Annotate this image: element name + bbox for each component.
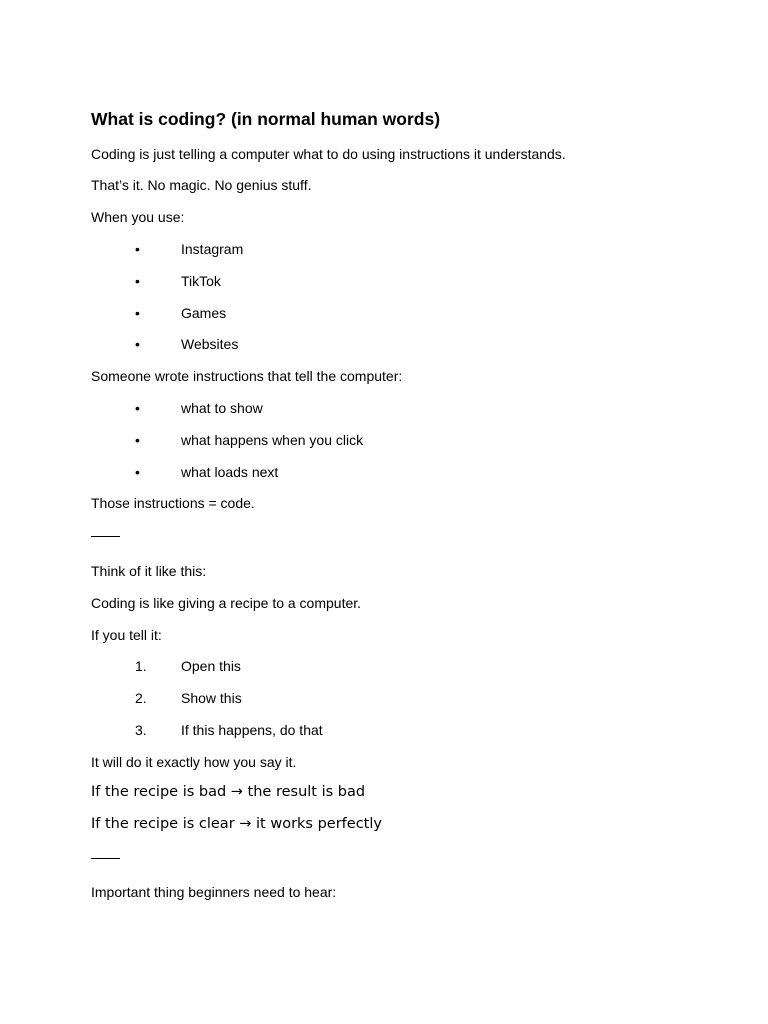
list-number: 3. xyxy=(135,722,147,738)
list-item xyxy=(91,272,591,290)
list-item-text: Websites xyxy=(181,336,239,352)
list-item xyxy=(91,240,591,258)
list-item-text: TikTok xyxy=(181,273,221,289)
list-number: 2. xyxy=(135,690,147,706)
list-item-text: If this happens, do that xyxy=(181,722,323,738)
list-item xyxy=(91,657,591,675)
list-item-text: what loads next xyxy=(181,464,279,480)
list-item xyxy=(91,689,591,707)
list-item-text: Open this xyxy=(181,658,241,674)
list-item xyxy=(91,304,591,322)
list-number: 1. xyxy=(135,658,147,674)
list-item xyxy=(91,721,591,739)
list-item xyxy=(91,399,591,417)
intro-paragraph-2: That’s it. No magic. No genius stuff. xyxy=(91,177,312,193)
list-item-text: Instagram xyxy=(181,241,244,257)
closing-paragraph: Important thing beginners need to hear: xyxy=(91,884,337,900)
analogy-paragraph-2: Coding is like giving a recipe to a computer. xyxy=(91,595,362,611)
bullet-marker: • xyxy=(135,464,140,480)
page-title: What is coding? (in normal human words) xyxy=(91,109,441,129)
list-item-text: what to show xyxy=(181,400,263,416)
list-item-text: Show this xyxy=(181,690,242,706)
recipe-bad-paragraph: If the recipe is bad → the result is bad xyxy=(91,784,366,800)
intro-paragraph-3: When you use: xyxy=(91,209,185,225)
those-instructions-paragraph: Those instructions = code. xyxy=(91,495,255,511)
section-divider xyxy=(91,536,120,537)
recipe-clear-paragraph: If the recipe is clear → it works perfectly xyxy=(91,816,382,832)
analogy-paragraph-1: Think of it like this: xyxy=(91,563,207,579)
list-item-text: Games xyxy=(181,305,227,321)
list-item xyxy=(91,463,591,481)
outcome-paragraph: It will do it exactly how you say it. xyxy=(91,754,297,770)
analogy-paragraph-3: If you tell it: xyxy=(91,627,162,643)
list-item xyxy=(91,431,591,449)
bullet-marker: • xyxy=(135,336,140,352)
bullet-marker: • xyxy=(135,432,140,448)
section-divider xyxy=(91,858,120,859)
someone-wrote-paragraph: Someone wrote instructions that tell the computer: xyxy=(91,368,403,384)
list-item xyxy=(91,335,591,353)
bullet-marker: • xyxy=(135,241,140,257)
bullet-marker: • xyxy=(135,400,140,416)
bullet-marker: • xyxy=(135,273,140,289)
list-item-text: what happens when you click xyxy=(181,432,364,448)
intro-paragraph-1: Coding is just telling a computer what to do using instructions it understands. xyxy=(91,146,566,162)
bullet-marker: • xyxy=(135,305,140,321)
